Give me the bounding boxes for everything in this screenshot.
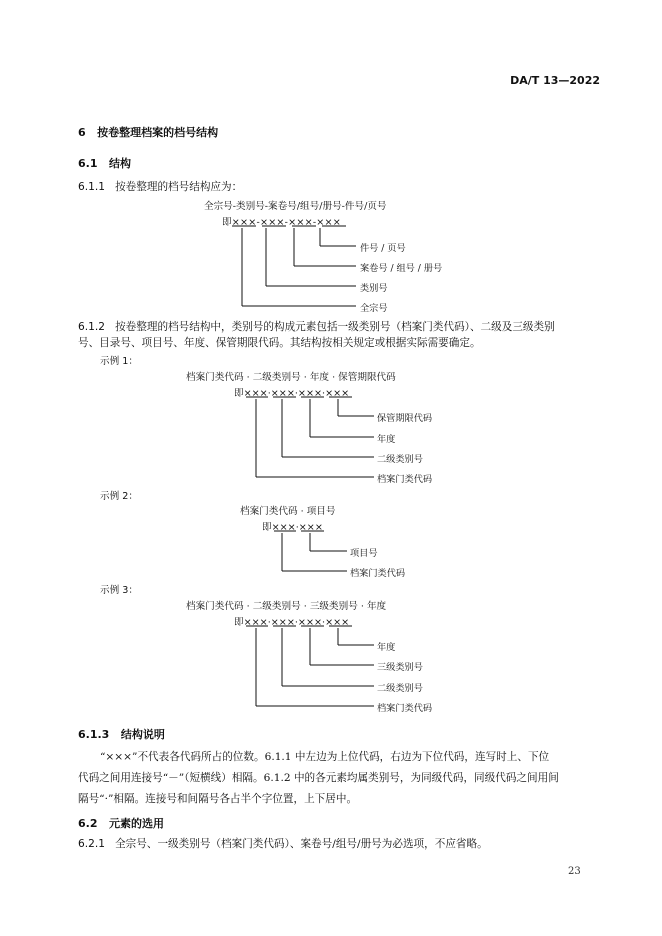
example-1-code: 即×××·×××·×××·××× xyxy=(234,388,350,399)
example-3-label-third-category: 三级类别号 xyxy=(377,662,423,673)
clause-text: 按卷整理的档号结构应为： xyxy=(115,181,243,193)
example-3-connectors xyxy=(246,626,374,706)
clause-text: 全宗号、一级类别号（档案门类代码）、案卷号/组号/册号为必选项，不应省略。 xyxy=(115,838,488,850)
diagram-1-code: 即×××-×××-×××-××× xyxy=(222,217,341,228)
example-3-label-archive-type: 档案门类代码 xyxy=(377,703,433,714)
clause-number: 6.2.1 xyxy=(78,838,105,850)
page-number: 23 xyxy=(568,866,581,877)
example-2-label-archive-type: 档案门类代码 xyxy=(350,568,406,579)
example-3-formula: 档案门类代码 · 二级类别号 · 三级类别号 · 年度 xyxy=(186,601,387,612)
document-code: DA/T 13—2022 xyxy=(510,74,600,87)
example-1-label: 示例 1： xyxy=(100,356,138,367)
section-number: 6.2 xyxy=(78,817,98,830)
example-3-label-second-category: 二级类别号 xyxy=(377,683,423,694)
diagram-1-formula: 全宗号-类别号-案卷号/组号/册号-件号/页号 xyxy=(204,201,387,212)
clause-6-1-2-line2: 号、目录号、项目号、年度、保管期限代码。其结构按相关规定或根据实际需要确定。 xyxy=(78,337,481,349)
section-title: 结构 xyxy=(109,157,131,170)
section-title: 元素的选用 xyxy=(109,817,164,830)
example-3-label-year: 年度 xyxy=(377,642,396,653)
clause-6-1-3-line2: 代码之间用连接号“－”（短横线）相隔。6.1.2 中的各元素均属类别号，为同级代码，同级代码之间用间 xyxy=(78,772,559,784)
clause-number: 6.1.1 xyxy=(78,181,105,193)
clause-6-1-3-line1: “×××”不代表各代码所占的位数。6.1.1 中左边为上位代码，右边为下位代码，连写时上、下位 xyxy=(100,751,550,763)
diagram-1-label-volume: 案卷号 / 组号 / 册号 xyxy=(360,263,443,274)
example-1-formula: 档案门类代码 · 二级类别号 · 年度 · 保管期限代码 xyxy=(186,372,396,383)
example-2-connectors xyxy=(274,531,347,571)
clause-text-line1: 按卷整理的档号结构中，类别号的构成元素包括一级类别号（档案门类代码）、二级及三级类别 xyxy=(115,321,555,333)
example-3-code: 即×××·×××·×××·××× xyxy=(234,617,350,628)
diagram-1-label-category: 类别号 xyxy=(360,283,388,294)
diagram-1-connectors xyxy=(232,226,356,306)
diagram-1-label-item: 件号 / 页号 xyxy=(360,243,406,254)
clause-6-1-3-line3: 隔号“·”相隔。连接号和间隔号各占半个字位置，上下居中。 xyxy=(78,793,358,805)
example-2-formula: 档案门类代码 · 项目号 xyxy=(240,506,336,517)
example-2-label-project: 项目号 xyxy=(350,548,378,559)
example-3-label: 示例 3： xyxy=(100,585,138,596)
example-1-label-retention: 保管期限代码 xyxy=(377,413,433,424)
example-2-label: 示例 2： xyxy=(100,491,138,502)
example-1-label-archive-type: 档案门类代码 xyxy=(377,474,433,485)
section-title: 按卷整理档案的档号结构 xyxy=(97,126,219,139)
example-1-label-second-category: 二级类别号 xyxy=(377,454,423,465)
section-number: 6.1 xyxy=(78,157,98,170)
clause-number: 6.1.2 xyxy=(78,321,105,333)
diagram-1-label-fonds: 全宗号 xyxy=(360,303,388,314)
section-number: 6.1.3 xyxy=(78,728,110,741)
example-2-code: 即×××·××× xyxy=(262,522,323,533)
section-number: 6 xyxy=(78,126,86,139)
example-1-label-year: 年度 xyxy=(377,434,396,445)
example-1-connectors xyxy=(246,397,374,477)
section-title: 结构说明 xyxy=(120,728,165,741)
